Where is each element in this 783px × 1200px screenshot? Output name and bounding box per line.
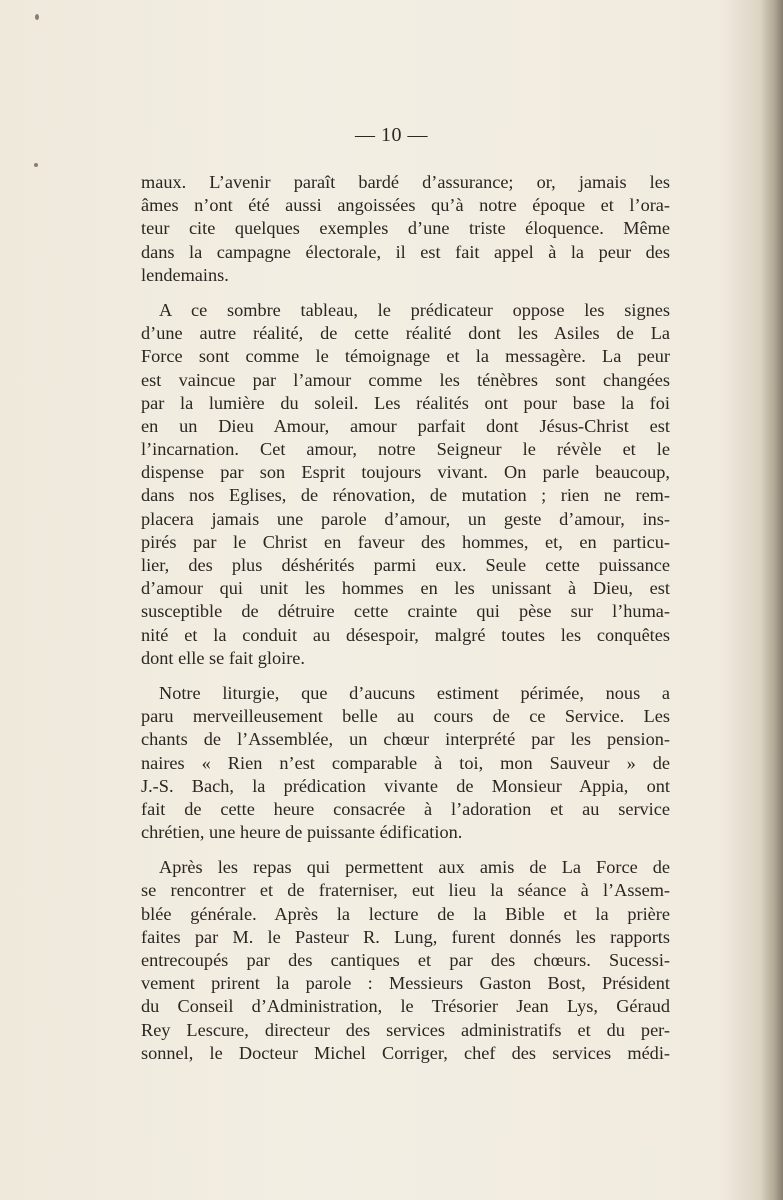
text-line: naires « Rien n’est comparable à toi, mon Sauveur » de bbox=[141, 752, 670, 773]
paragraph bbox=[141, 299, 670, 670]
text-line: J.-S. Bach, la prédication vivante de Monsieur Appia, ont bbox=[141, 775, 670, 796]
text-line: dans la campagne électorale, il est fait appel à la peur des bbox=[141, 241, 670, 262]
text-line: l’incarnation. Cet amour, notre Seigneur le révèle et le bbox=[141, 439, 670, 460]
paragraph bbox=[141, 171, 670, 287]
text-line: d’amour qui unit les hommes en les unissant à Dieu, est bbox=[141, 578, 670, 599]
text-line: Après les repas qui permettent aux amis de La Force de bbox=[159, 857, 670, 878]
text-line: en un Dieu Amour, amour parfait dont Jésus-Christ est bbox=[141, 415, 670, 436]
page-number: — 10 — bbox=[355, 124, 428, 146]
text-line: lier, des plus déshérités parmi eux. Seule cette puissance bbox=[141, 555, 670, 575]
text-line: faites par M. le Pasteur R. Lung, furent donnés les rapports bbox=[141, 926, 670, 947]
text-line: A ce sombre tableau, le prédicateur oppose les signes bbox=[159, 299, 670, 320]
text-line: par la lumière du soleil. Les réalités ont pour base la foi bbox=[141, 392, 670, 413]
text-line: paru merveilleusement belle au cours de ce Service. Les bbox=[141, 706, 670, 727]
text-line: teur cite quelques exemples d’une triste éloquence. Même bbox=[141, 218, 670, 239]
body-text bbox=[141, 171, 670, 1077]
text-line: lendemains. bbox=[141, 264, 229, 285]
text-line: fait de cette heure consacrée à l’adoration et au service bbox=[141, 798, 670, 819]
text-line: pirés par le Christ en faveur des hommes, et, en particu- bbox=[141, 531, 670, 552]
text-line: dispense par son Esprit toujours vivant. On parle beaucoup, bbox=[141, 462, 670, 483]
paper-speck bbox=[35, 14, 39, 20]
text-line: Notre liturgie, que d’aucuns estiment périmée, nous a bbox=[159, 682, 670, 703]
text-line: placera jamais une parole d’amour, un geste d’amour, ins- bbox=[141, 508, 670, 529]
text-line: vement prirent la parole : Messieurs Gaston Bost, Président bbox=[141, 973, 670, 994]
paper-speck bbox=[34, 163, 38, 167]
text-line: du Conseil d’Administration, le Trésorier Jean Lys, Géraud bbox=[141, 996, 670, 1017]
paragraph bbox=[141, 682, 670, 844]
page-edge-shadow bbox=[761, 0, 783, 1200]
text-line: est vaincue par l’amour comme les ténèbres sont changées bbox=[141, 369, 670, 390]
text-line: susceptible de détruire cette crainte qui pèse sur l’huma- bbox=[141, 601, 670, 622]
text-line: entrecoupés par des cantiques et par des chœurs. Sucessi- bbox=[141, 950, 670, 970]
text-line: Rey Lescure, directeur des services administratifs et du per- bbox=[141, 1019, 670, 1040]
text-line: maux. L’avenir paraît bardé d’assurance; or, jamais les bbox=[141, 172, 670, 192]
text-line: chrétien, une heure de puissante édification. bbox=[141, 822, 463, 843]
text-line: se rencontrer et de fraterniser, eut lieu la séance à l’Assem- bbox=[141, 880, 670, 901]
text-line: Force sont comme le témoignage et la messagère. La peur bbox=[141, 346, 670, 367]
paragraph bbox=[141, 856, 670, 1065]
text-line: dans nos Eglises, de rénovation, de mutation ; rien ne rem- bbox=[141, 485, 670, 506]
text-line: chants de l’Assemblée, un chœur interprété par les pension- bbox=[141, 729, 670, 750]
text-line: nité et la conduit au désespoir, malgré toutes les conquêtes bbox=[141, 624, 670, 645]
text-line: sonnel, le Docteur Michel Corriger, chef des services médi- bbox=[141, 1042, 670, 1063]
text-line: d’une autre réalité, de cette réalité dont les Asiles de La bbox=[141, 323, 670, 344]
text-line: blée générale. Après la lecture de la Bible et la prière bbox=[141, 903, 670, 924]
text-line: dont elle se fait gloire. bbox=[141, 647, 305, 668]
text-line: âmes n’ont été aussi angoissées qu’à notre époque et l’ora- bbox=[141, 195, 670, 216]
